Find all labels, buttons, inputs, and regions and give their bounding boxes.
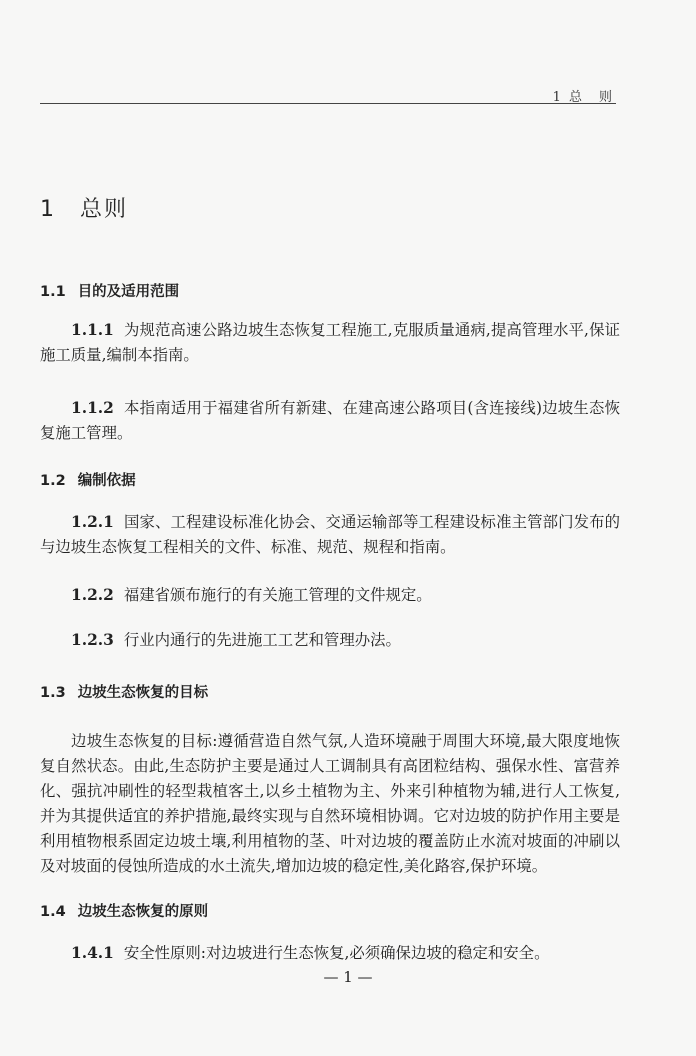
header-rule xyxy=(40,103,616,104)
running-header: 1 总 则 xyxy=(552,90,614,105)
clause-text: 行业内通行的先进施工工艺和管理办法。 xyxy=(123,631,401,649)
section-title: 目的及适用范围 xyxy=(77,284,180,300)
clause-number: 1.2.2 xyxy=(71,586,114,604)
section-title: 边坡生态恢复的目标 xyxy=(77,685,209,701)
section-number: 1.3 xyxy=(40,685,66,701)
clause-number: 1.2.3 xyxy=(71,631,114,649)
section-title: 边坡生态恢复的原则 xyxy=(77,904,209,920)
clause-number: 1.1.2 xyxy=(71,399,114,417)
section-number: 1.4 xyxy=(40,904,66,920)
section-heading-1-1 xyxy=(40,280,620,301)
paragraph-1-1-1 xyxy=(40,318,620,368)
clause-text: 本指南适用于福建省所有新建、在建高速公路项目(含连接线)边坡生态恢复施工管理。 xyxy=(40,399,620,442)
paragraph-1-2-3 xyxy=(40,628,620,653)
paragraph-1-2-2 xyxy=(40,583,620,608)
section-heading-1-2 xyxy=(40,469,620,490)
paragraph-1-1-2 xyxy=(40,396,620,446)
section-title: 编制依据 xyxy=(77,473,136,489)
clause-text: 为规范高速公路边坡生态恢复工程施工,克服质量通病,提高管理水平,保证施工质量,编制本指南。 xyxy=(40,321,620,364)
clause-number: 1.1.1 xyxy=(71,321,114,339)
paragraph-1-4-1 xyxy=(40,941,620,966)
section-number: 1.2 xyxy=(40,473,66,489)
section-heading-1-3 xyxy=(40,681,620,702)
clause-number: 1.2.1 xyxy=(71,513,114,531)
clause-text: 国家、工程建设标准化协会、交通运输部等工程建设标准主管部门发布的与边坡生态恢复工程相关的文件、标准、规范、规程和指南。 xyxy=(40,513,620,556)
section-number: 1.1 xyxy=(40,284,66,300)
paragraph-1-2-1 xyxy=(40,510,620,560)
section-heading-1-4 xyxy=(40,900,620,921)
page-number: — 1 — xyxy=(323,968,373,986)
paragraph-1-3: 边坡生态恢复的目标:遵循营造自然气氛,人造环境融于周围大环境,最大限度地恢复自然状态。由此,生态防护主要是通过人工调制具有高团粒结构、强保水性、富营养化、强抗冲刷性的轻型栽植客土,以乡土植物为主、外来引种植物为辅,进行人工恢复,并为其提供适宜的养护措施,最终实现与自然环境相协调。它对边坡的防护作用主要是利用植物根系固定边坡土壤,利用植物的茎、叶对边坡的覆盖防止水流对坡面的冲刷以及对坡面的侵蚀所造成的水土流失,增加边坡的稳定性,美化路容,保护环境。 xyxy=(40,732,620,875)
clause-number: 1.4.1 xyxy=(71,944,114,962)
chapter-title: 1 总则 xyxy=(40,197,128,222)
clause-text: 安全性原则:对边坡进行生态恢复,必须确保边坡的稳定和安全。 xyxy=(123,944,550,962)
clause-text: 福建省颁布施行的有关施工管理的文件规定。 xyxy=(123,586,432,604)
